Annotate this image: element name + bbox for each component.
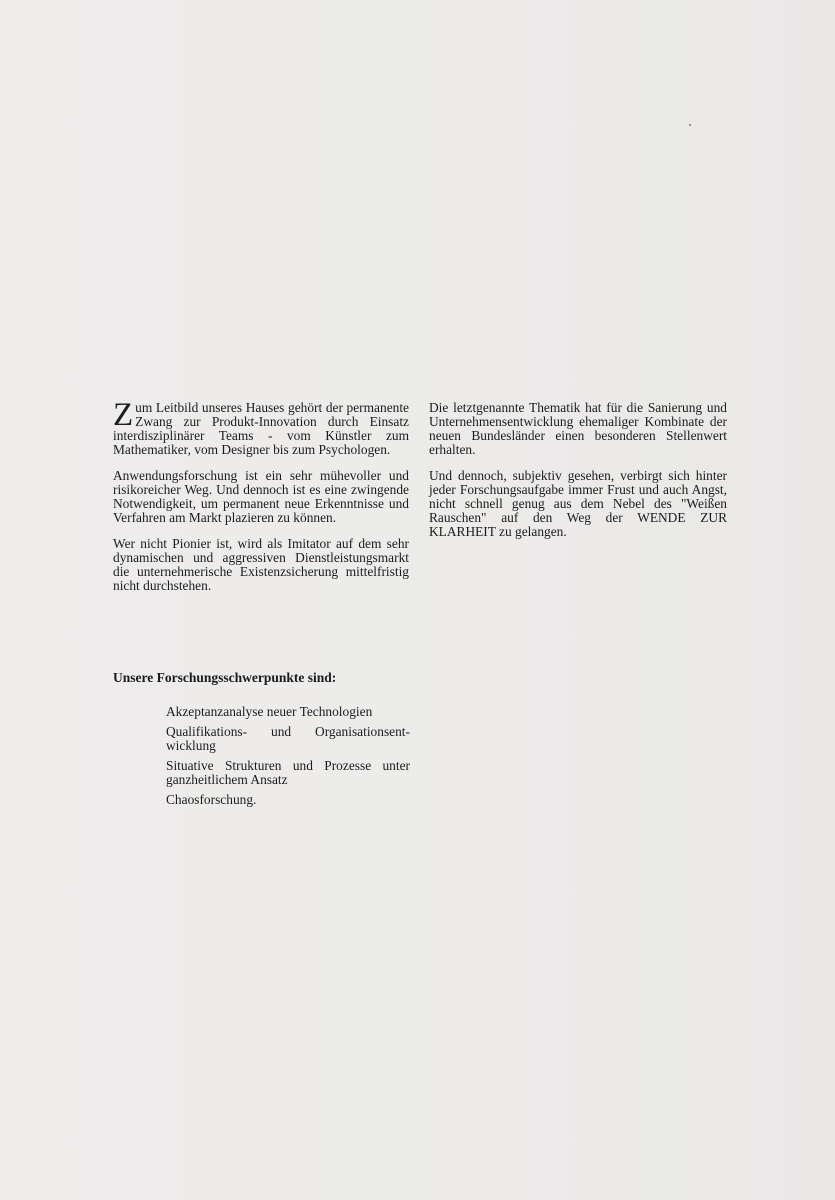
intro-paragraph-text: um Leitbild unseres Hauses gehört der permanente Zwang zur Produkt-Innovation durch Einsatz interdisziplinärer Teams - vom Künstler zum Mathematiker, vom Designer bis zum Psychologen. — [113, 400, 409, 457]
list-item: Chaosforschung. — [166, 792, 257, 807]
list-item: Akzeptanzanalyse neuer Technologien — [166, 704, 373, 719]
right-text-column — [429, 401, 727, 551]
list-item: Situative Strukturen und Prozesse unter ganzheitlichem Ansatz — [166, 758, 410, 787]
pioneer-paragraph: Wer nicht Pionier ist, wird als Imitator auf dem sehr dynamischen und aggressiven Dienstleistungsmarkt die unternehmerische Existenzsicherung mittelfristig nicht durchstehen. — [113, 536, 409, 593]
drop-cap: Z — [113, 397, 134, 433]
applied-research-paragraph: Anwendungsforschung ist ein sehr mühevoller und risikoreicher Weg. Und dennoch ist es eine zwingende Notwendigkeit, um permanent neue Erkenntnisse und Verfahren am Markt plazieren zu können. — [113, 468, 409, 525]
left-text-column — [113, 397, 409, 605]
clarity-paragraph: Und dennoch, subjektiv gesehen, verbirgt sich hinter jeder Forschungsaufgabe immer Frust und auch Angst, nicht schnell genug aus dem Nebel des "Weißen Rauschen" auf den Weg der WENDE ZUR KLARHEIT zu gelangen. — [429, 468, 727, 539]
paper-speck — [689, 124, 691, 126]
list-item: Qualifikations- und Organisationsentwicklung — [166, 724, 410, 753]
intro-paragraph — [113, 397, 409, 457]
research-focus-list — [166, 705, 410, 813]
thematic-paragraph: Die letztgenannte Thematik hat für die Sanierung und Unternehmensentwicklung ehemaliger Kombinate der neuen Bundesländer einen besonderen Stellenwert erhalten. — [429, 400, 727, 457]
research-focus-heading: Unsere Forschungsschwerpunkte sind: — [113, 670, 337, 685]
